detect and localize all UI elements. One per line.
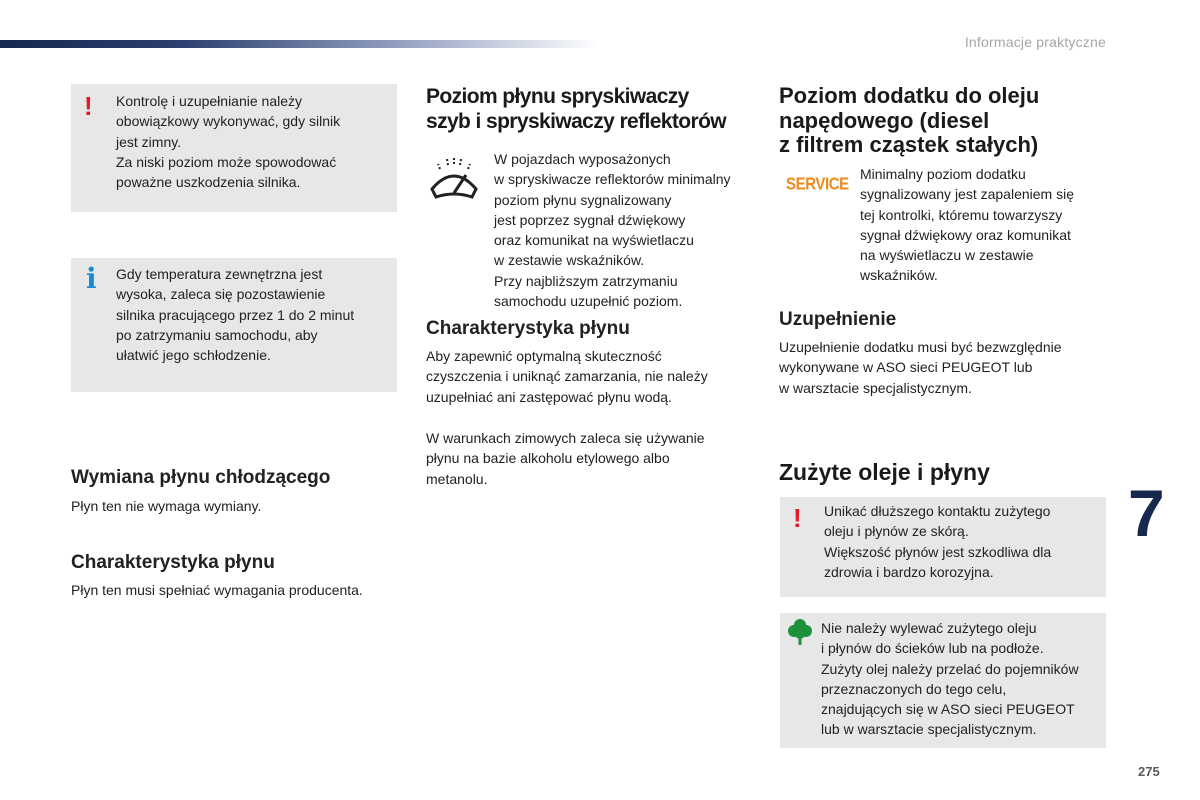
eco-note (780, 613, 1106, 748)
info-icon: i (86, 262, 97, 295)
fluid-spec-text-middle-2: W warunkach zimowych zaleca się używanie płynu na bazie alkoholu etylowego albo metanolu. (426, 430, 705, 487)
info-note (71, 258, 397, 392)
fluid-spec-text-middle-1: Aby zapewnić optymalną skuteczność czyszczenia i uniknąć zamarzania, nie należy uzupełniać ani zastępować płynu wodą. (426, 348, 708, 405)
warning-note (71, 84, 397, 212)
header-bar (0, 40, 600, 48)
refill-heading: Uzupełnienie (779, 309, 897, 330)
windscreen-washer-icon (426, 153, 482, 203)
coolant-change-text: Płyn ten nie wymaga wymiany. (71, 498, 262, 514)
warning-note-text: Kontrolę i uzupełnianie należy obowiązkowy wykonywać, gdy silnik jest zimny. Za niski poziom może spowodować poważne uszkodzenia silnika. (116, 93, 341, 191)
fluid-spec-heading-middle: Charakterystyka płynu (426, 318, 630, 339)
section-title: Informacje praktyczne (964, 34, 1106, 50)
additive-heading: Poziom dodatku do oleju napędowego (diesel z filtrem cząstek stałych) (779, 83, 1040, 157)
chapter-number: 7 (1128, 476, 1165, 550)
used-oils-warning-note (780, 497, 1106, 597)
fluid-spec-text-left: Płyn ten musi spełniać wymagania producenta. (71, 582, 363, 598)
washer-text: W pojazdach wyposażonych w spryskiwacze reflektorów minimalny poziom płynu sygnalizowany jest poprzez sygnał dźwiękowy oraz komunikat na wyświetlaczu w zestawie wskaźników. Przy najbliższym zatrzymaniu samochodu uzupełnić poziom. (494, 151, 731, 310)
info-note-text: Gdy temperatura zewnętrzna jest wysoka, zaleca się pozostawienie silnika pracującego przez 1 do 2 minut po zatrzymaniu samochodu, aby ułatwić jego schłodzenie. (116, 266, 355, 364)
exclamation-icon: ! (84, 91, 93, 121)
page-number: 275 (1138, 764, 1160, 779)
coolant-change-heading: Wymiana płynu chłodzącego (71, 467, 331, 488)
used-oils-warning-text: Unikać dłuższego kontaktu zużytego oleju i płynów ze skórą. Większość płynów jest szkodliwa dla zdrowia i bardzo korozyjna. (824, 503, 1052, 580)
used-oils-heading: Zużyte oleje i płyny (779, 459, 990, 485)
additive-text: Minimalny poziom dodatku sygnalizowany jest zapaleniem się tej kontrolki, któremu towarzyszy sygnał dźwiękowy oraz komunikat na wyświetlaczu w zestawie wskaźników. (860, 166, 1074, 284)
eco-note-text: Nie należy wylewać zużytego oleju i płynów do ścieków lub na podłoże. Zużyty olej należy przelać do pojemników przeznaczonych do tego celu, znajdujących się w ASO sieci PEUGEOT lub w warsztacie specjalistycznym. (821, 620, 1079, 738)
leaf-icon (788, 618, 812, 646)
exclamation-icon: ! (793, 503, 802, 533)
washer-fluid-heading: Poziom płynu spryskiwaczy szyb i spryskiwaczy reflektorów (426, 85, 727, 133)
refill-text: Uzupełnienie dodatku musi być bezwzględnie wykonywane w ASO sieci PEUGEOT lub w warsztacie specjalistycznym. (779, 339, 1062, 396)
fluid-spec-heading-left: Charakterystyka płynu (71, 552, 275, 573)
service-warning-icon: SERVICE (786, 174, 849, 195)
